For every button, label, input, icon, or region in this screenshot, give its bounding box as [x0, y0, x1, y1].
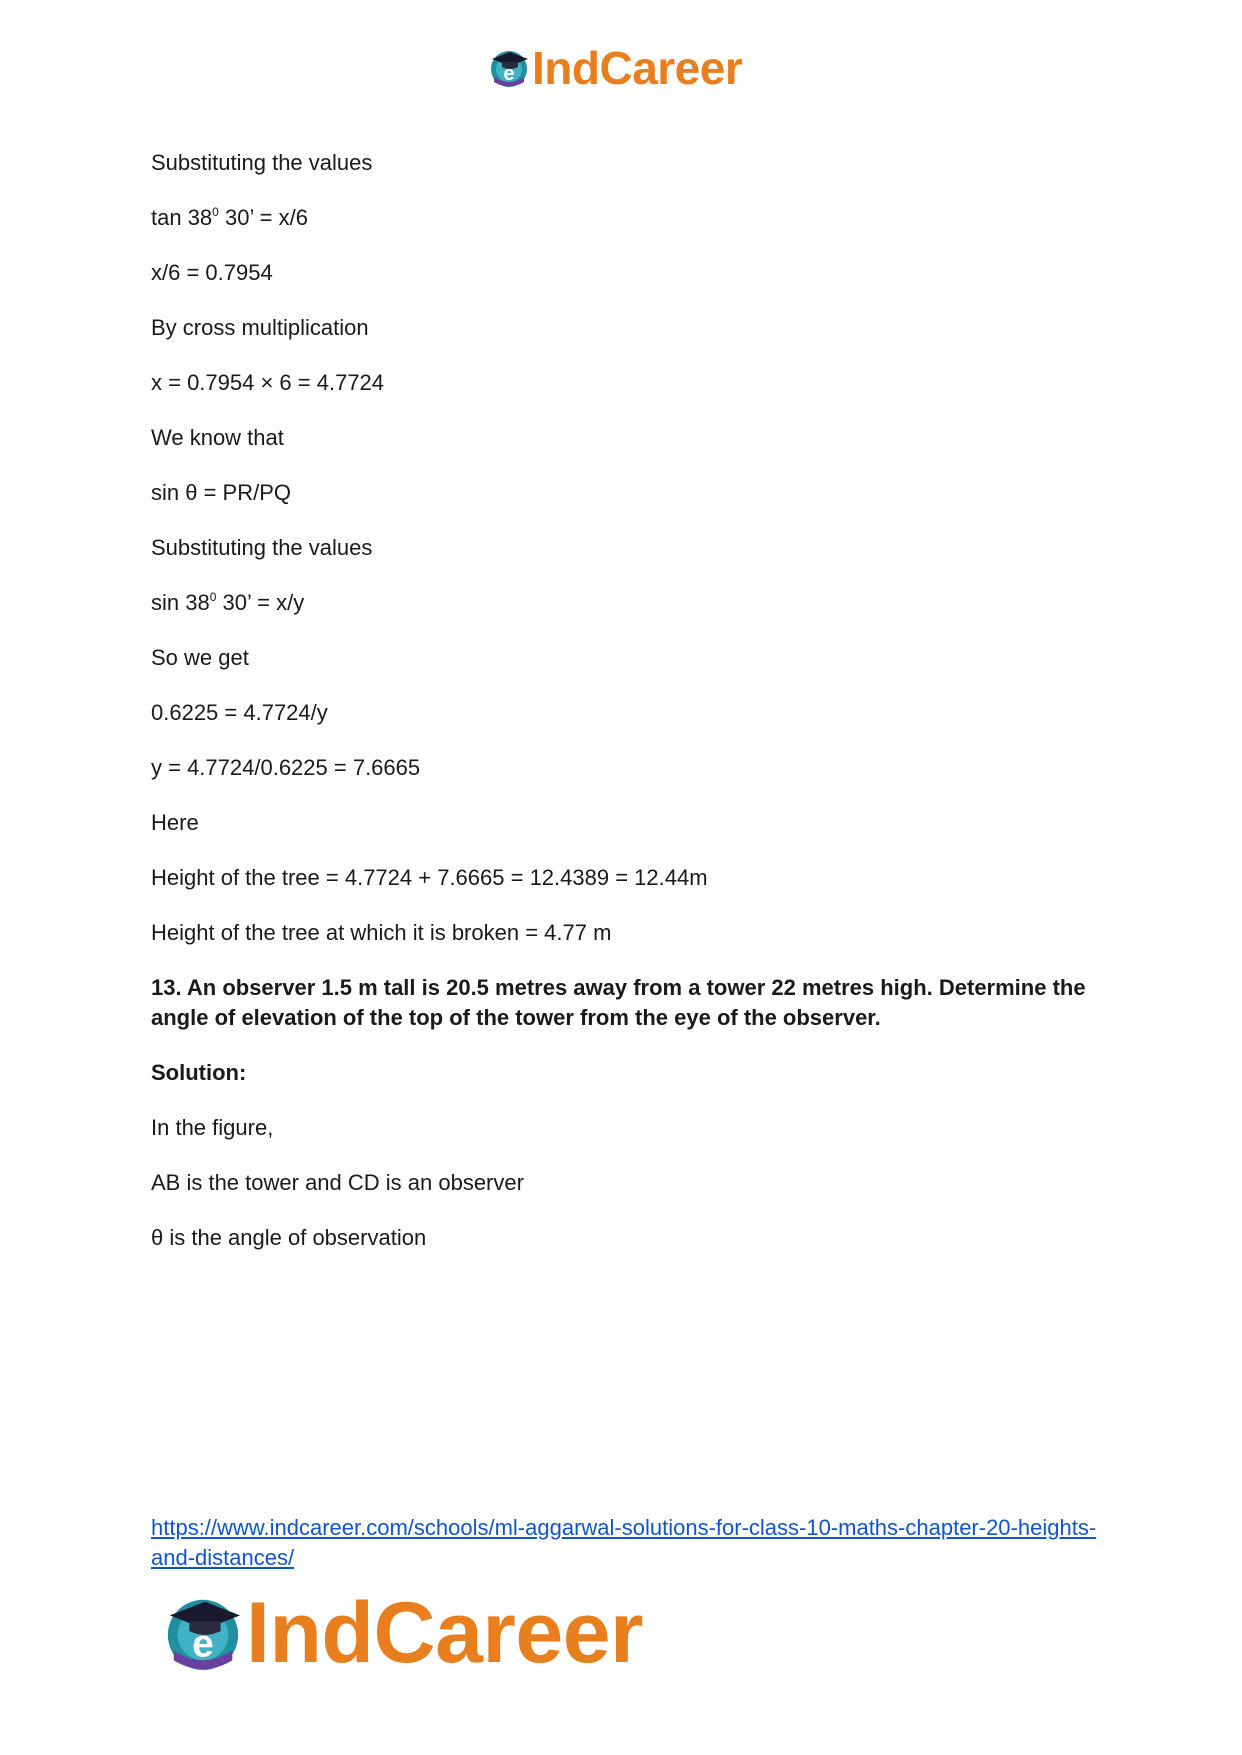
paragraph-text: tan 38	[151, 205, 213, 230]
paragraph-text: Height of the tree at which it is broken = 4.77 m	[151, 920, 612, 945]
footer-logo	[162, 1585, 643, 1681]
paragraph-text: Substituting the values	[151, 150, 373, 175]
paragraph-text: Here	[151, 810, 199, 835]
paragraph-text: Substituting the values	[151, 535, 373, 560]
paragraph	[151, 1223, 1101, 1253]
paragraph	[151, 918, 1101, 948]
paragraph-text: By cross multiplication	[151, 315, 369, 340]
paragraph	[151, 478, 1101, 508]
paragraph-text: In the figure,	[151, 1115, 274, 1140]
paragraph-text: x/6 = 0.7954	[151, 260, 273, 285]
document-body	[151, 148, 1101, 1278]
svg-text:e: e	[192, 1622, 214, 1666]
superscript: 0	[212, 205, 219, 219]
paragraph-text-rest: 30’ = x/6	[218, 205, 308, 230]
paragraph-text: θ is the angle of observation	[151, 1225, 427, 1250]
paragraph	[151, 368, 1101, 398]
paragraph	[151, 533, 1101, 563]
paragraph	[151, 698, 1101, 728]
superscript: 0	[209, 590, 217, 604]
logo-emblem-icon	[488, 47, 530, 89]
paragraph-text: Height of the tree = 4.7724 + 7.6665 = 12.4389 = 12.44m	[151, 865, 708, 890]
paragraph	[151, 1113, 1101, 1143]
paragraph-text: We know that	[151, 425, 284, 450]
logo-text: IndCareer	[532, 42, 743, 94]
header-logo	[488, 40, 742, 96]
logo-text: IndCareer	[246, 1585, 643, 1681]
paragraph-text: x = 0.7954 × 6 = 4.7724	[151, 370, 385, 395]
paragraph-text: Solution:	[151, 1060, 247, 1085]
paragraph	[151, 753, 1101, 783]
paragraph	[151, 1168, 1101, 1198]
logo-emblem-icon	[162, 1592, 244, 1674]
paragraph-text: sin θ = PR/PQ	[151, 480, 292, 505]
paragraph-text: AB is the tower and CD is an observer	[151, 1170, 524, 1195]
paragraph	[151, 423, 1101, 453]
paragraph-text: y = 4.7724/0.6225 = 7.6665	[151, 755, 421, 780]
paragraph	[151, 808, 1101, 838]
bold-paragraph	[151, 1058, 1101, 1088]
paragraph	[151, 588, 1101, 618]
paragraph	[151, 643, 1101, 673]
paragraph-text: 0.6225 = 4.7724/y	[151, 700, 328, 725]
paragraph-text: 13. An observer 1.5 m tall is 20.5 metres away from a tower 22 metres high. Determine the angle of elevation of the top of the tower from the eye of the observer.	[151, 975, 1092, 1030]
paragraph	[151, 203, 1101, 233]
paragraph-text: So we get	[151, 645, 249, 670]
footer-link[interactable]: https://www.indcareer.com/schools/ml-aggarwal-solutions-for-class-10-maths-chapter-20-heights-and-distances/	[151, 1515, 1097, 1570]
paragraph	[151, 313, 1101, 343]
paragraph	[151, 258, 1101, 288]
bold-paragraph	[151, 973, 1101, 1033]
paragraph-text: sin 38	[151, 590, 210, 615]
paragraph	[151, 148, 1101, 178]
paragraph-text-rest: 30’ = x/y	[216, 590, 305, 615]
paragraph	[151, 863, 1101, 893]
svg-text:e: e	[503, 63, 515, 85]
